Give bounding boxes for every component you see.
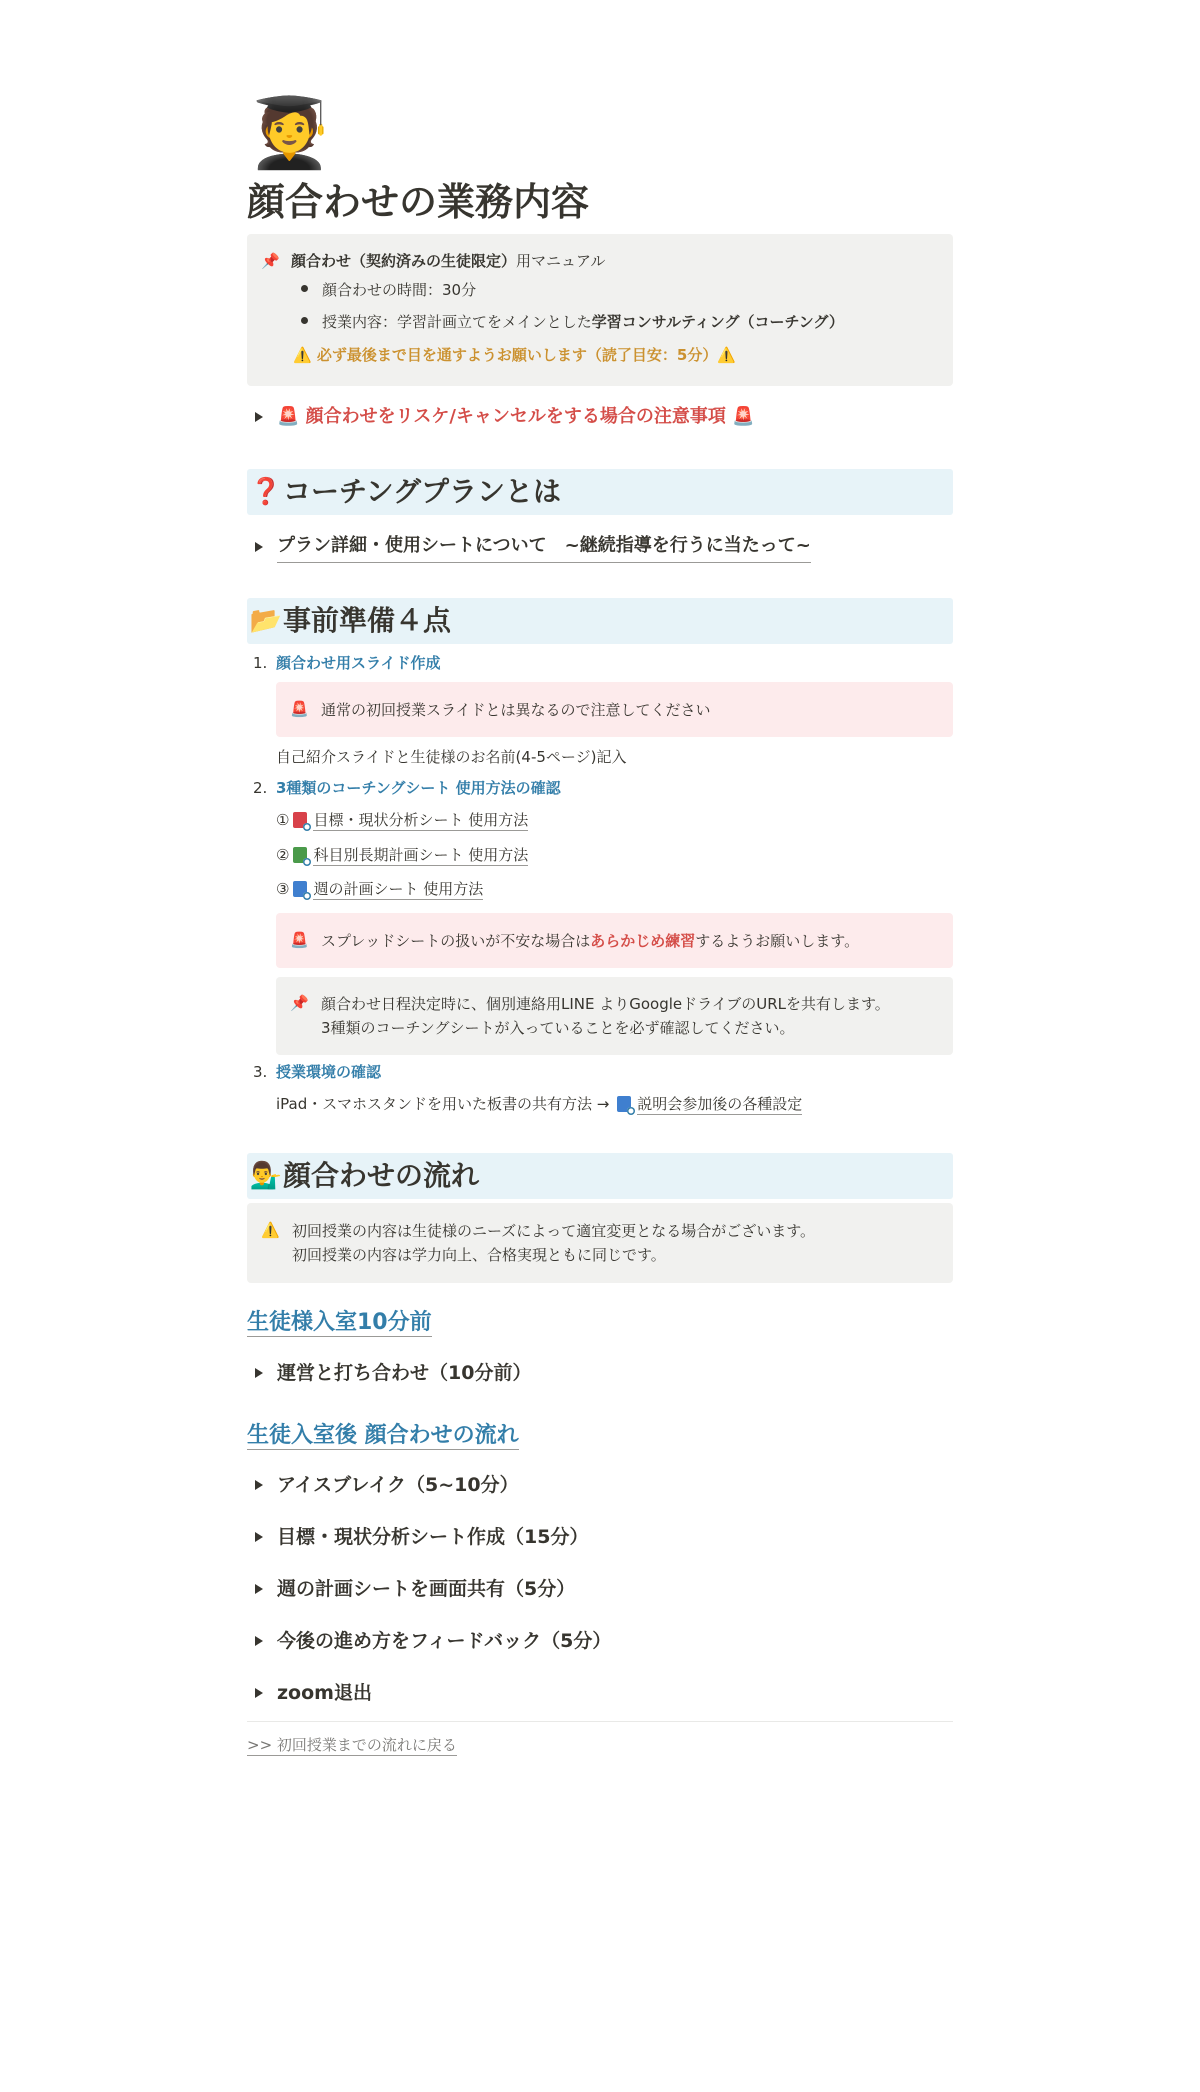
- bullet-dot: [301, 285, 308, 292]
- page-link-icon: [617, 1096, 631, 1112]
- sheet-row-1: [276, 808, 528, 832]
- sheet-row-2: [276, 843, 528, 867]
- subheading-after-entry[interactable]: [247, 1420, 519, 1452]
- intro-bullet-2-bold: 学習コンサルティング（コーチング）: [591, 313, 844, 331]
- siren-icon: 🚨: [290, 700, 309, 718]
- drive-note-line-2: 3種類のコーチングシートが入っていることを必ず確認してください。: [321, 1019, 795, 1037]
- flow-toggle-zoom-exit[interactable]: [247, 1678, 372, 1708]
- intro-line-1: [291, 249, 605, 273]
- toggle-triangle-icon[interactable]: [255, 1480, 263, 1490]
- flow-toggle-meeting-label: 運営と打ち合わせ（10分前）: [277, 1362, 532, 1384]
- graduate-student-icon[interactable]: 🧑‍🎓: [247, 94, 332, 173]
- item-1-note: 自己紹介スライドと生徒様のお名前(4-5ページ)記入: [276, 748, 627, 766]
- intro-bullet-2-prefix: 授業内容：学習計画立てをメインとした: [322, 313, 592, 331]
- flow-toggle-feedback[interactable]: [247, 1626, 611, 1656]
- settings-page-link[interactable]: 説明会参加後の各種設定: [637, 1095, 803, 1113]
- toggle-triangle-icon[interactable]: [255, 1368, 263, 1378]
- page-title[interactable]: 顔合わせの業務内容: [247, 180, 590, 224]
- spreadsheet-warning-emphasis: あらかじめ練習: [590, 932, 696, 950]
- flow-toggle-goal-sheet-label: 目標・現状分析シート作成（15分）: [277, 1526, 589, 1548]
- sheet-number-1: ①: [276, 811, 290, 829]
- coaching-plan-heading-text: コーチングプランとは: [283, 475, 562, 508]
- list-number-1: 1.: [253, 654, 268, 672]
- flow-note-line-1: 初回授業の内容は生徒様のニーズによって適宜変更となる場合がございます。: [292, 1222, 816, 1240]
- subheading-before-entry[interactable]: [247, 1307, 432, 1339]
- plan-details-toggle[interactable]: [247, 531, 811, 563]
- drive-note-line-1: 顔合わせ日程決定時に、個別連絡用LINE よりGoogleドライブのURLを共有します。: [321, 995, 890, 1013]
- prep-heading-text: 事前準備４点: [283, 604, 452, 637]
- reschedule-toggle-label: 🚨 顔合わせをリスケ/キャンセルをする場合の注意事項 🚨: [277, 406, 755, 427]
- subheading-after-entry-text: 生徒入室後 顔合わせの流れ: [247, 1423, 519, 1448]
- item-3-description: iPad・スマホスタンドを用いた板書の共有方法 →: [276, 1095, 610, 1113]
- spreadsheet-icon: [293, 812, 307, 828]
- open-folder-icon: 📂: [249, 606, 283, 636]
- toggle-triangle-icon[interactable]: [255, 1532, 263, 1542]
- flow-toggle-meeting[interactable]: [247, 1358, 531, 1388]
- sheet-link-2[interactable]: 科目別長期計画シート 使用方法: [313, 846, 529, 864]
- slide-warning-text: 通常の初回授業スライドとは異なるので注意してください: [321, 701, 711, 719]
- spreadsheet-warning-prefix: スプレッドシートの扱いが不安な場合は: [321, 932, 591, 950]
- list-number-3: 3.: [253, 1063, 268, 1081]
- intro-bullet-2: [301, 310, 844, 334]
- toggle-triangle-icon[interactable]: [255, 412, 263, 422]
- plan-details-link[interactable]: プラン詳細・使用シートについて ~継続指導を行うに当たって~: [277, 531, 811, 563]
- intro-warning: ⚠️ 必ず最後まで目を通すようお願いします（読了目安：5分）⚠️: [293, 346, 737, 364]
- spreadsheet-icon: [293, 881, 307, 897]
- toggle-triangle-icon[interactable]: [255, 1688, 263, 1698]
- question-mark-icon: ❓: [249, 477, 283, 507]
- toggle-triangle-icon[interactable]: [255, 542, 263, 552]
- flow-heading: [247, 1153, 953, 1199]
- slide-warning-callout: [276, 682, 953, 737]
- flow-toggle-zoom-exit-label: zoom退出: [277, 1682, 372, 1704]
- item-1-title: 顔合わせ用スライド作成: [276, 654, 441, 672]
- siren-icon: 🚨: [290, 931, 309, 949]
- bullet-dot: [301, 317, 308, 324]
- pushpin-icon: 📌: [261, 252, 280, 270]
- flow-toggle-goal-sheet[interactable]: [247, 1522, 588, 1552]
- toggle-triangle-icon[interactable]: [255, 1584, 263, 1594]
- spreadsheet-warning-callout: [276, 913, 953, 968]
- flow-toggle-weekly-share[interactable]: [247, 1574, 575, 1604]
- flow-note-line-2: 初回授業の内容は学力向上、合格実現ともに同じです。: [292, 1246, 666, 1264]
- intro-bullet-1: [301, 278, 476, 302]
- coaching-plan-heading: [247, 469, 953, 515]
- person-tipping-hand-icon: 💁‍♂️: [249, 1161, 283, 1191]
- flow-toggle-icebreak[interactable]: [247, 1470, 519, 1500]
- sheet-number-3: ③: [276, 880, 290, 898]
- flow-note-callout: [247, 1203, 953, 1283]
- sheet-row-3: [276, 877, 483, 901]
- subheading-before-entry-text: 生徒様入室10分前: [247, 1310, 432, 1335]
- flow-heading-text: 顔合わせの流れ: [283, 1159, 480, 1192]
- drive-note-callout: [276, 977, 953, 1055]
- intro-line-1-bold: 顔合わせ（契約済みの生徒限定）: [291, 252, 517, 270]
- item-3-title: 授業環境の確認: [276, 1063, 382, 1081]
- divider: [247, 1721, 953, 1722]
- sheet-link-3[interactable]: 週の計画シート 使用方法: [313, 880, 484, 898]
- flow-toggle-weekly-share-label: 週の計画シートを画面共有（5分）: [277, 1578, 576, 1600]
- list-number-2: 2.: [253, 779, 268, 797]
- item-3-text: [276, 1092, 802, 1116]
- flow-toggle-feedback-label: 今後の進め方をフィードバック（5分）: [277, 1630, 612, 1652]
- warning-icon: ⚠️: [261, 1221, 280, 1239]
- intro-callout: [247, 234, 953, 386]
- prep-heading: [247, 598, 953, 644]
- back-to-first-lesson-text: >> 初回授業までの流れに戻る: [247, 1736, 457, 1754]
- flow-toggle-icebreak-label: アイスブレイク（5~10分）: [277, 1474, 519, 1496]
- sheet-number-2: ②: [276, 846, 290, 864]
- intro-bullet-1-text: 顔合わせの時間：30分: [322, 281, 477, 299]
- toggle-triangle-icon[interactable]: [255, 1636, 263, 1646]
- item-2-title: 3種類のコーチングシート 使用方法の確認: [276, 779, 561, 797]
- spreadsheet-warning-text: [321, 929, 859, 953]
- sheet-link-1[interactable]: 目標・現状分析シート 使用方法: [313, 811, 529, 829]
- back-to-first-lesson-link[interactable]: [247, 1734, 457, 1756]
- pushpin-icon: 📌: [290, 994, 309, 1012]
- spreadsheet-warning-suffix: するようお願いします。: [695, 932, 860, 950]
- intro-line-1-rest: 用マニュアル: [516, 252, 606, 270]
- reschedule-toggle[interactable]: [247, 402, 755, 432]
- spreadsheet-icon: [293, 847, 307, 863]
